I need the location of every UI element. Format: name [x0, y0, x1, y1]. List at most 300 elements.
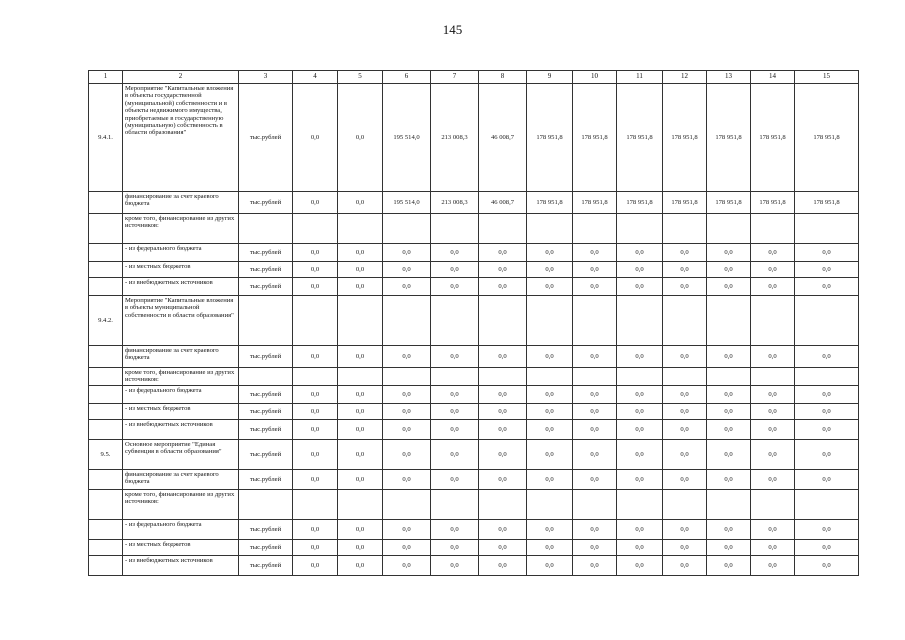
value-cell: 0,0 [663, 278, 707, 296]
row-name: - из внебюджетных источников [123, 420, 239, 440]
row-code [89, 420, 123, 440]
value-cell: 0,0 [293, 520, 338, 540]
value-cell: 0,0 [573, 386, 617, 404]
value-cell: 0,0 [707, 470, 751, 490]
value-cell [527, 296, 573, 346]
value-cell: 0,0 [338, 386, 383, 404]
value-cell [527, 368, 573, 386]
value-cell: 0,0 [383, 262, 431, 278]
value-cell [479, 368, 527, 386]
row-unit: тыс.рублей [239, 440, 293, 470]
value-cell [617, 490, 663, 520]
value-cell [617, 296, 663, 346]
value-cell: 0,0 [707, 540, 751, 556]
value-cell: 0,0 [338, 556, 383, 576]
value-cell: 195 514,0 [383, 192, 431, 214]
value-cell: 0,0 [795, 470, 859, 490]
value-cell: 0,0 [338, 84, 383, 192]
row-code [89, 244, 123, 262]
table-row [89, 346, 859, 368]
value-cell: 0,0 [479, 386, 527, 404]
value-cell [383, 214, 431, 244]
value-cell: 0,0 [383, 278, 431, 296]
column-header: 13 [707, 71, 751, 84]
value-cell: 0,0 [617, 420, 663, 440]
value-cell [663, 368, 707, 386]
value-cell: 0,0 [573, 346, 617, 368]
value-cell: 0,0 [338, 244, 383, 262]
value-cell: 0,0 [338, 520, 383, 540]
row-name: Основное мероприятие "Единая субвенция в области образования" [123, 440, 239, 470]
row-code: 9.4.1. [89, 84, 123, 192]
value-cell: 0,0 [663, 262, 707, 278]
value-cell: 0,0 [751, 244, 795, 262]
value-cell: 0,0 [751, 540, 795, 556]
value-cell: 0,0 [527, 278, 573, 296]
value-cell: 0,0 [617, 244, 663, 262]
row-name: Мероприятие "Капитальные вложения в объекты муниципальной собственности в области образования" [123, 296, 239, 346]
value-cell: 0,0 [479, 540, 527, 556]
value-cell: 0,0 [527, 262, 573, 278]
value-cell: 0,0 [573, 520, 617, 540]
row-unit [239, 490, 293, 520]
column-header: 2 [123, 71, 239, 84]
value-cell: 0,0 [795, 520, 859, 540]
value-cell: 0,0 [663, 470, 707, 490]
value-cell: 0,0 [383, 420, 431, 440]
value-cell [383, 368, 431, 386]
budget-table [88, 70, 859, 576]
value-cell: 0,0 [338, 540, 383, 556]
value-cell: 0,0 [573, 262, 617, 278]
value-cell: 0,0 [573, 278, 617, 296]
value-cell: 0,0 [293, 262, 338, 278]
column-header: 15 [795, 71, 859, 84]
value-cell: 0,0 [795, 262, 859, 278]
value-cell: 0,0 [751, 278, 795, 296]
value-cell [293, 368, 338, 386]
value-cell: 0,0 [479, 244, 527, 262]
row-code [89, 368, 123, 386]
row-code [89, 540, 123, 556]
row-unit: тыс.рублей [239, 244, 293, 262]
row-code [89, 404, 123, 420]
table-row [89, 386, 859, 404]
row-code [89, 278, 123, 296]
value-cell: 0,0 [795, 346, 859, 368]
value-cell: 0,0 [573, 556, 617, 576]
row-code [89, 214, 123, 244]
value-cell: 0,0 [383, 470, 431, 490]
value-cell: 178 951,8 [707, 192, 751, 214]
value-cell: 0,0 [431, 540, 479, 556]
row-unit: тыс.рублей [239, 420, 293, 440]
value-cell [293, 296, 338, 346]
value-cell: 0,0 [383, 346, 431, 368]
value-cell: 213 008,3 [431, 192, 479, 214]
value-cell: 0,0 [431, 278, 479, 296]
value-cell: 0,0 [293, 540, 338, 556]
value-cell: 0,0 [707, 420, 751, 440]
value-cell: 0,0 [707, 404, 751, 420]
value-cell: 178 951,8 [617, 84, 663, 192]
value-cell: 0,0 [617, 540, 663, 556]
table-row [89, 262, 859, 278]
value-cell: 0,0 [707, 262, 751, 278]
value-cell: 0,0 [479, 346, 527, 368]
value-cell: 0,0 [293, 192, 338, 214]
value-cell: 0,0 [573, 540, 617, 556]
value-cell: 0,0 [795, 244, 859, 262]
column-header: 14 [751, 71, 795, 84]
value-cell [383, 296, 431, 346]
value-cell: 0,0 [527, 540, 573, 556]
value-cell [431, 490, 479, 520]
value-cell: 0,0 [431, 556, 479, 576]
value-cell: 0,0 [431, 420, 479, 440]
value-cell: 178 951,8 [617, 192, 663, 214]
value-cell: 178 951,8 [663, 192, 707, 214]
value-cell: 0,0 [293, 420, 338, 440]
row-name: - из местных бюджетов [123, 404, 239, 420]
value-cell: 0,0 [707, 244, 751, 262]
value-cell: 0,0 [663, 520, 707, 540]
value-cell: 0,0 [383, 404, 431, 420]
value-cell [795, 490, 859, 520]
row-name: финансирование за счет краевого бюджета [123, 192, 239, 214]
value-cell: 0,0 [431, 520, 479, 540]
value-cell: 0,0 [527, 386, 573, 404]
value-cell: 195 514,0 [383, 84, 431, 192]
value-cell [527, 490, 573, 520]
value-cell: 0,0 [479, 404, 527, 420]
value-cell [617, 368, 663, 386]
value-cell: 0,0 [617, 346, 663, 368]
value-cell: 213 008,3 [431, 84, 479, 192]
column-header: 4 [293, 71, 338, 84]
row-code [89, 556, 123, 576]
value-cell: 0,0 [795, 278, 859, 296]
value-cell: 0,0 [293, 404, 338, 420]
value-cell [573, 368, 617, 386]
value-cell: 0,0 [431, 262, 479, 278]
value-cell: 0,0 [707, 440, 751, 470]
value-cell [663, 490, 707, 520]
value-cell [573, 214, 617, 244]
value-cell: 0,0 [663, 346, 707, 368]
table-row [89, 192, 859, 214]
value-cell [707, 296, 751, 346]
value-cell: 178 951,8 [527, 84, 573, 192]
value-cell: 0,0 [751, 440, 795, 470]
value-cell: 0,0 [293, 346, 338, 368]
row-unit: тыс.рублей [239, 540, 293, 556]
value-cell: 0,0 [338, 420, 383, 440]
row-unit: тыс.рублей [239, 556, 293, 576]
value-cell: 0,0 [479, 278, 527, 296]
value-cell [751, 368, 795, 386]
row-unit [239, 214, 293, 244]
row-unit: тыс.рублей [239, 84, 293, 192]
value-cell: 0,0 [479, 520, 527, 540]
value-cell: 0,0 [338, 440, 383, 470]
value-cell: 0,0 [751, 520, 795, 540]
table-row [89, 404, 859, 420]
row-name: финансирование за счет краевого бюджета [123, 470, 239, 490]
value-cell [663, 214, 707, 244]
column-header: 6 [383, 71, 431, 84]
header-row [89, 71, 859, 84]
value-cell: 178 951,8 [527, 192, 573, 214]
column-header: 7 [431, 71, 479, 84]
row-code [89, 346, 123, 368]
value-cell: 0,0 [527, 520, 573, 540]
value-cell: 0,0 [527, 244, 573, 262]
value-cell [479, 214, 527, 244]
value-cell: 178 951,8 [795, 84, 859, 192]
column-header: 12 [663, 71, 707, 84]
value-cell: 0,0 [751, 420, 795, 440]
value-cell [293, 490, 338, 520]
value-cell: 0,0 [663, 404, 707, 420]
value-cell [707, 214, 751, 244]
value-cell: 0,0 [293, 386, 338, 404]
value-cell: 0,0 [431, 244, 479, 262]
value-cell: 0,0 [431, 470, 479, 490]
value-cell: 178 951,8 [795, 192, 859, 214]
table-row [89, 520, 859, 540]
value-cell: 0,0 [751, 346, 795, 368]
value-cell [431, 296, 479, 346]
value-cell: 178 951,8 [663, 84, 707, 192]
value-cell: 0,0 [617, 470, 663, 490]
row-name: - из местных бюджетов [123, 262, 239, 278]
table-row [89, 420, 859, 440]
row-code [89, 470, 123, 490]
table-row [89, 84, 859, 192]
value-cell: 0,0 [663, 540, 707, 556]
value-cell: 0,0 [751, 556, 795, 576]
value-cell [338, 490, 383, 520]
table-row [89, 440, 859, 470]
value-cell: 0,0 [338, 278, 383, 296]
value-cell: 0,0 [617, 278, 663, 296]
row-unit [239, 296, 293, 346]
column-header: 5 [338, 71, 383, 84]
value-cell: 0,0 [663, 440, 707, 470]
value-cell: 0,0 [338, 346, 383, 368]
row-code [89, 490, 123, 520]
value-cell: 0,0 [707, 386, 751, 404]
value-cell [338, 368, 383, 386]
value-cell: 0,0 [617, 520, 663, 540]
value-cell: 0,0 [479, 440, 527, 470]
value-cell: 0,0 [479, 470, 527, 490]
value-cell: 0,0 [751, 404, 795, 420]
value-cell: 0,0 [479, 262, 527, 278]
value-cell: 0,0 [663, 244, 707, 262]
value-cell [617, 214, 663, 244]
value-cell: 0,0 [431, 440, 479, 470]
value-cell [338, 296, 383, 346]
value-cell: 0,0 [663, 556, 707, 576]
value-cell [431, 368, 479, 386]
value-cell: 0,0 [479, 420, 527, 440]
value-cell [707, 490, 751, 520]
value-cell: 0,0 [617, 556, 663, 576]
row-name: - из внебюджетных источников [123, 556, 239, 576]
value-cell: 0,0 [707, 278, 751, 296]
value-cell: 0,0 [707, 520, 751, 540]
value-cell: 178 951,8 [573, 84, 617, 192]
row-unit: тыс.рублей [239, 386, 293, 404]
value-cell: 0,0 [293, 470, 338, 490]
table-body [89, 71, 859, 576]
value-cell [573, 490, 617, 520]
row-unit: тыс.рублей [239, 520, 293, 540]
value-cell: 178 951,8 [573, 192, 617, 214]
value-cell: 178 951,8 [707, 84, 751, 192]
value-cell: 0,0 [795, 386, 859, 404]
value-cell: 0,0 [795, 420, 859, 440]
column-header: 11 [617, 71, 663, 84]
row-name: - из внебюджетных источников [123, 278, 239, 296]
value-cell: 0,0 [293, 278, 338, 296]
column-header: 3 [239, 71, 293, 84]
page-number: 145 [442, 22, 463, 37]
row-name: - из федерального бюджета [123, 244, 239, 262]
value-cell: 0,0 [527, 346, 573, 368]
value-cell: 46 008,7 [479, 84, 527, 192]
value-cell: 0,0 [383, 540, 431, 556]
value-cell: 0,0 [795, 540, 859, 556]
value-cell [795, 368, 859, 386]
value-cell: 0,0 [527, 404, 573, 420]
value-cell [479, 490, 527, 520]
value-cell: 0,0 [795, 440, 859, 470]
value-cell: 0,0 [431, 386, 479, 404]
row-name: Мероприятие "Капитальные вложения в объекты государственной (муниципальной) собственности и в объекты недвижимого имущества, приобретаемые в государственную (муниципальную) собственность в области образования" [123, 84, 239, 192]
column-header: 8 [479, 71, 527, 84]
value-cell: 0,0 [293, 84, 338, 192]
value-cell: 0,0 [573, 470, 617, 490]
row-name: кроме того, финансирование из других источников: [123, 368, 239, 386]
value-cell: 0,0 [573, 404, 617, 420]
value-cell: 0,0 [338, 192, 383, 214]
value-cell [431, 214, 479, 244]
value-cell: 0,0 [479, 556, 527, 576]
row-name: - из местных бюджетов [123, 540, 239, 556]
table-row [89, 296, 859, 346]
value-cell [663, 296, 707, 346]
row-name: - из федерального бюджета [123, 520, 239, 540]
row-unit: тыс.рублей [239, 192, 293, 214]
row-unit: тыс.рублей [239, 278, 293, 296]
table-row [89, 540, 859, 556]
row-unit: тыс.рублей [239, 346, 293, 368]
value-cell [338, 214, 383, 244]
value-cell: 0,0 [707, 346, 751, 368]
value-cell: 0,0 [527, 470, 573, 490]
value-cell: 0,0 [338, 404, 383, 420]
value-cell: 0,0 [573, 420, 617, 440]
value-cell [751, 490, 795, 520]
row-code [89, 520, 123, 540]
value-cell: 0,0 [338, 262, 383, 278]
value-cell: 0,0 [431, 404, 479, 420]
row-code [89, 262, 123, 278]
table-row [89, 244, 859, 262]
value-cell: 0,0 [338, 470, 383, 490]
column-header: 1 [89, 71, 123, 84]
row-unit: тыс.рублей [239, 262, 293, 278]
value-cell: 0,0 [383, 556, 431, 576]
value-cell: 46 008,7 [479, 192, 527, 214]
value-cell: 0,0 [751, 470, 795, 490]
column-header: 10 [573, 71, 617, 84]
row-name: финансирование за счет краевого бюджета [123, 346, 239, 368]
value-cell: 0,0 [795, 404, 859, 420]
row-name: - из федерального бюджета [123, 386, 239, 404]
row-code: 9.5. [89, 440, 123, 470]
value-cell: 0,0 [751, 386, 795, 404]
table-row [89, 214, 859, 244]
value-cell: 0,0 [527, 440, 573, 470]
value-cell [383, 490, 431, 520]
row-name: кроме того, финансирование из других источников: [123, 490, 239, 520]
value-cell [527, 214, 573, 244]
value-cell: 178 951,8 [751, 192, 795, 214]
value-cell [751, 214, 795, 244]
column-header: 9 [527, 71, 573, 84]
value-cell: 0,0 [573, 244, 617, 262]
table-row [89, 470, 859, 490]
value-cell: 0,0 [527, 420, 573, 440]
value-cell [479, 296, 527, 346]
value-cell [707, 368, 751, 386]
row-code [89, 192, 123, 214]
value-cell: 0,0 [617, 386, 663, 404]
value-cell: 0,0 [663, 420, 707, 440]
table-row [89, 490, 859, 520]
value-cell: 0,0 [795, 556, 859, 576]
value-cell: 0,0 [617, 440, 663, 470]
value-cell [795, 296, 859, 346]
value-cell: 0,0 [617, 404, 663, 420]
table-row [89, 368, 859, 386]
value-cell [293, 214, 338, 244]
row-code [89, 386, 123, 404]
row-unit: тыс.рублей [239, 470, 293, 490]
value-cell: 0,0 [617, 262, 663, 278]
value-cell: 0,0 [383, 520, 431, 540]
value-cell: 0,0 [293, 440, 338, 470]
value-cell [795, 214, 859, 244]
value-cell [573, 296, 617, 346]
table-row [89, 278, 859, 296]
value-cell: 0,0 [573, 440, 617, 470]
table-row [89, 556, 859, 576]
row-unit: тыс.рублей [239, 404, 293, 420]
value-cell: 0,0 [663, 386, 707, 404]
value-cell: 0,0 [293, 556, 338, 576]
row-name: кроме того, финансирование из других источников: [123, 214, 239, 244]
value-cell: 178 951,8 [751, 84, 795, 192]
value-cell: 0,0 [707, 556, 751, 576]
value-cell: 0,0 [751, 262, 795, 278]
value-cell: 0,0 [383, 386, 431, 404]
value-cell: 0,0 [383, 244, 431, 262]
